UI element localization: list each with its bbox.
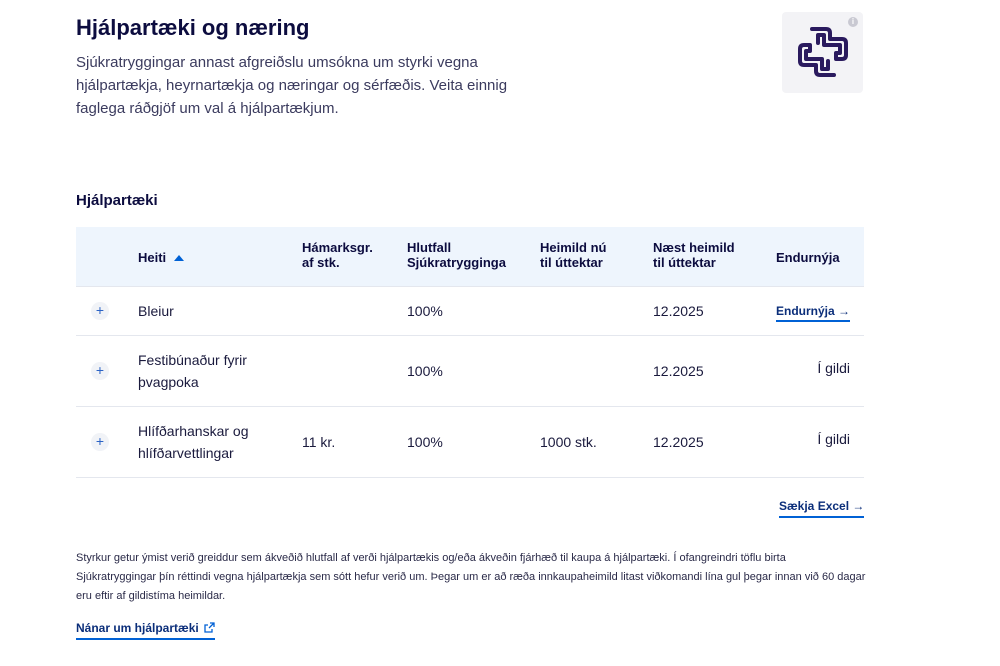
expand-row-button[interactable]: + — [91, 302, 109, 320]
external-link-icon — [204, 622, 215, 633]
column-header-renew: Endurnýja — [776, 250, 840, 265]
column-header-max: Hámarksgr. af stk. — [302, 240, 373, 270]
row-next: 12.2025 — [653, 363, 704, 379]
row-next: 12.2025 — [653, 434, 704, 450]
sort-ascending-icon[interactable] — [174, 255, 184, 261]
aids-table — [76, 227, 864, 478]
column-header-ratio: Hlutfall Sjúkratrygginga — [407, 240, 506, 270]
table-row — [76, 287, 864, 336]
column-header-name[interactable]: Heiti — [138, 250, 184, 265]
table-row — [76, 407, 864, 478]
status-badge: Í gildi — [817, 360, 850, 376]
expand-row-button[interactable]: + — [91, 362, 109, 380]
expand-row-button[interactable]: + — [91, 433, 109, 451]
footnote-text: Styrkur getur ýmist verið greiddur sem ákveðið hlutfall af verði hjálpartækis og/eða ákveðin fjárhæð til kaupa á hjálpartæki. Í ofangreindri töflu birta Sjúkratryggingar þín réttindi vegna hjálpartækja sem sótt hefur verið um. Þegar um er að ræða innkaupaheimild litast viðkomandi lína gul þegar innan við 60 dagar eru eftir af gildistíma heimildar. — [76, 552, 866, 602]
row-next: 12.2025 — [653, 303, 704, 319]
row-name: Bleiur — [138, 303, 174, 319]
row-ratio: 100% — [407, 363, 443, 379]
medical-cross-icon — [796, 25, 850, 79]
service-logo — [782, 12, 863, 93]
row-ratio: 100% — [407, 303, 443, 319]
page-title: Hjálpartæki og næring — [76, 15, 310, 40]
renew-link[interactable]: Endurnýja → — [776, 304, 850, 322]
row-allowance: 1000 stk. — [540, 434, 597, 450]
row-name: Hlífðarhanskar og hlífðarvettlingar — [138, 423, 249, 461]
row-max: 11 kr. — [302, 434, 336, 450]
table-row — [76, 336, 864, 407]
column-header-allowance: Heimild nú til úttektar — [540, 240, 607, 270]
section-title: Hjálpartæki — [76, 192, 158, 209]
status-badge: Í gildi — [817, 431, 850, 447]
column-header-next: Næst heimild til úttektar — [653, 240, 735, 270]
row-name: Festibúnaður fyrir þvagpoka — [138, 352, 247, 390]
more-about-aids-link[interactable]: Nánar um hjálpartæki — [76, 621, 215, 640]
intro-text: Sjúkratryggingar annast afgreiðslu umsókna um styrki vegna hjálpartækja, heyrnartækja og næringar og sérfæðis. Veita einnig faglega ráðgjöf um val á hjálpartækjum. — [76, 54, 508, 117]
download-excel-link[interactable]: Sækja Excel → — [779, 499, 864, 518]
table-header — [76, 227, 864, 287]
info-icon[interactable]: i — [848, 17, 858, 27]
row-ratio: 100% — [407, 434, 443, 450]
